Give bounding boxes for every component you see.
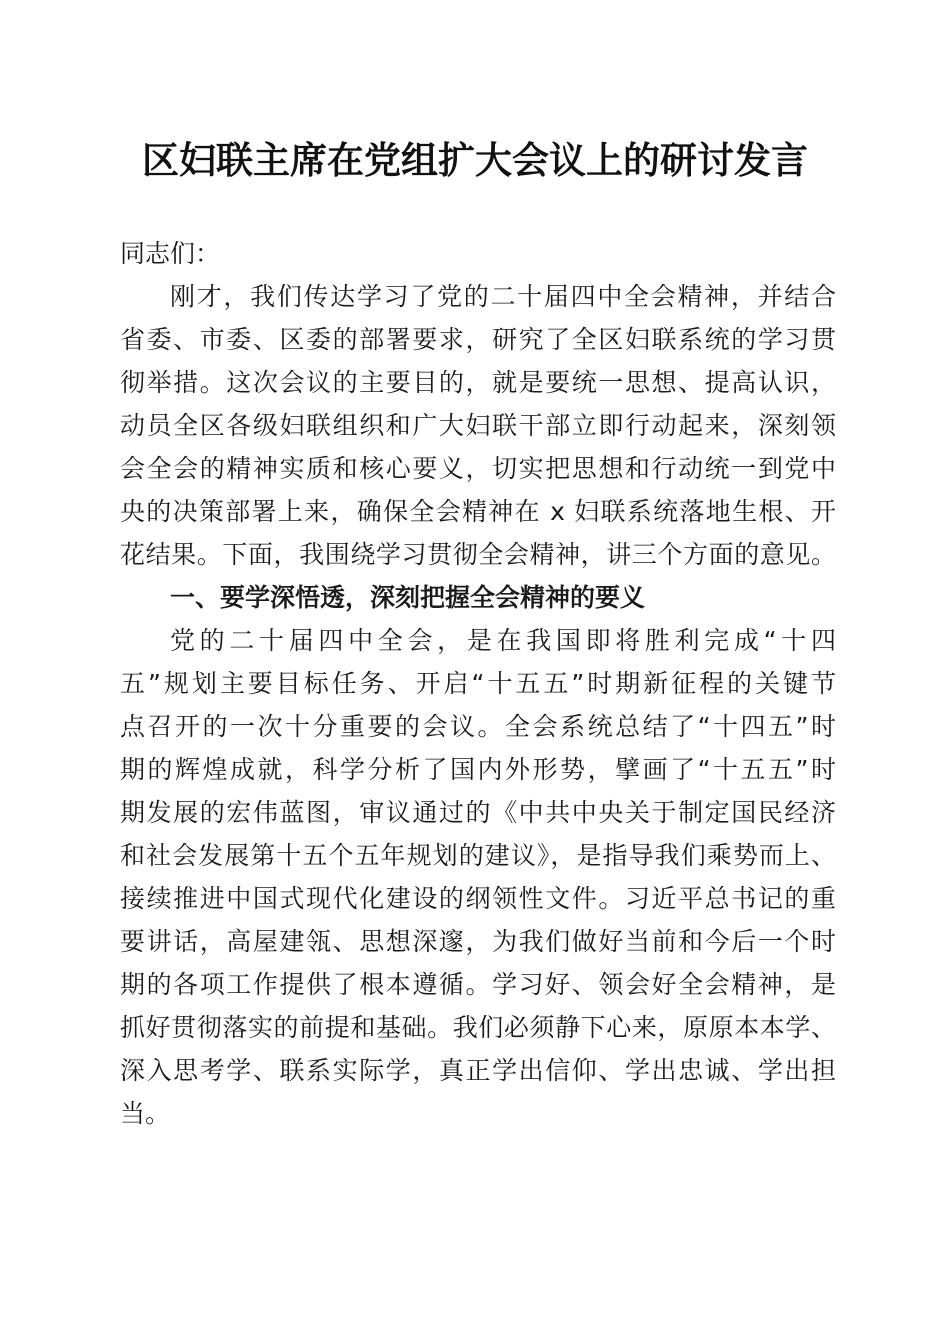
paragraph-line: 五”规划主要目标任务、开启“十五五”时期新征程的关键节 [120, 669, 836, 698]
section-heading-1: 一、要学深悟透，深刻把握全会精神的要义 [170, 583, 646, 612]
paragraph-line: 党的二十届四中全会，是在我国即将胜利完成“十四 [170, 626, 836, 655]
paragraph-line: 动员全区各级妇联组织和广大妇联干部立即行动起来，深刻领 [120, 411, 836, 440]
paragraph-line: 期的各项工作提供了根本遵循。学习好、领会好全会精神，是 [120, 970, 836, 999]
paragraph-line: 央的决策部署上来，确保全会精神在 x 妇联系统落地生根、开 [120, 497, 836, 526]
paragraph-section-1 [120, 619, 836, 1135]
paragraph-intro [120, 275, 836, 576]
paragraph-line: 期的辉煌成就，科学分析了国内外形势，擘画了“十五五”时 [120, 755, 836, 784]
document-body [120, 232, 836, 1135]
paragraph-line: 彻举措。这次会议的主要目的，就是要统一思想、提高认识， [120, 368, 836, 397]
paragraph-line: 省委、市委、区委的部署要求，研究了全区妇联系统的学习贯 [120, 325, 836, 354]
salutation: 同志们： [120, 239, 221, 268]
document-title: 区妇联主席在党组扩大会议上的研讨发言 [142, 138, 808, 182]
paragraph-line: 深入思考学、联系实际学，真正学出信仰、学出忠诚、学出担 [120, 1056, 836, 1085]
paragraph-line: 接续推进中国式现代化建设的纲领性文件。习近平总书记的重 [120, 884, 836, 913]
paragraph-line: 要讲话，高屋建瓴、思想深邃，为我们做好当前和今后一个时 [120, 927, 836, 956]
paragraph-line: 期发展的宏伟蓝图，审议通过的《中共中央关于制定国民经济 [120, 798, 836, 827]
paragraph-line: 花结果。下面，我围绕学习贯彻全会精神，讲三个方面的意见。 [120, 540, 836, 569]
paragraph-line: 会全会的精神实质和核心要义，切实把思想和行动统一到党中 [120, 454, 836, 483]
paragraph-line: 当。 [120, 1099, 171, 1128]
paragraph-line: 刚才，我们传达学习了党的二十届四中全会精神，并结合 [170, 282, 836, 311]
paragraph-line: 抓好贯彻落实的前提和基础。我们必须静下心来，原原本本学、 [120, 1013, 836, 1042]
paragraph-line: 和社会发展第十五个五年规划的建议》，是指导我们乘势而上、 [120, 841, 836, 870]
paragraph-line: 点召开的一次十分重要的会议。全会系统总结了“十四五”时 [120, 712, 836, 741]
